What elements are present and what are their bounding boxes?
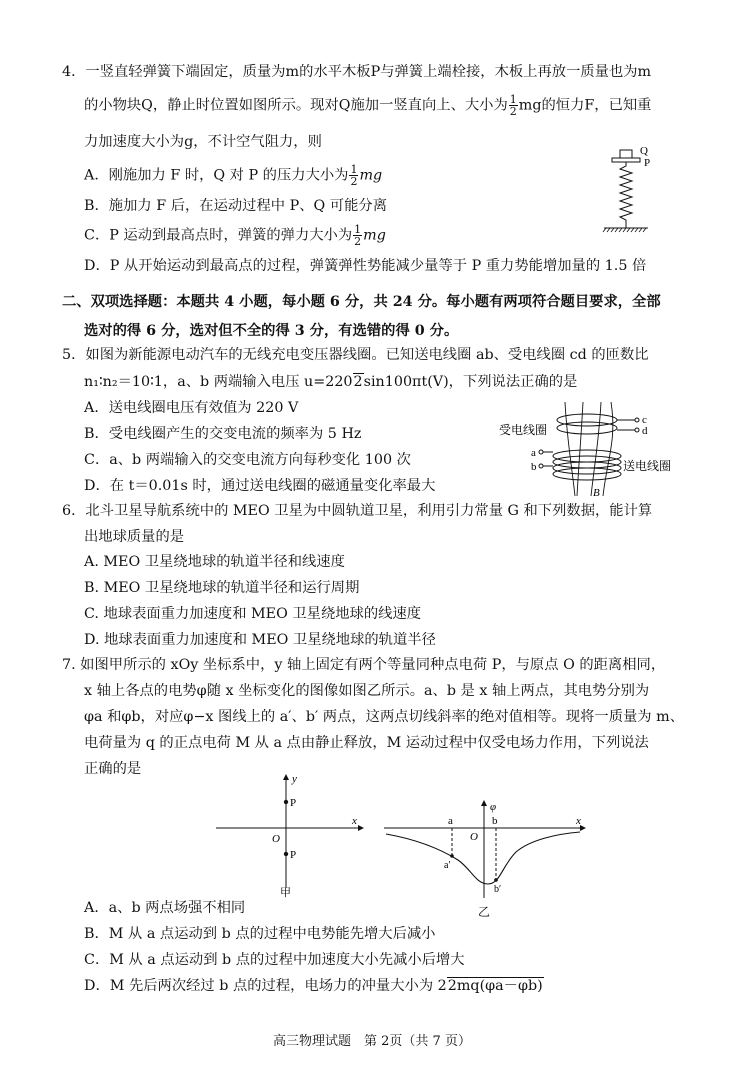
q4-line2a: 的小物块Q，静止时位置如图所示。现对Q施加一竖直向上、大小为 — [84, 97, 508, 114]
section2-heading-line1: 二、双项选择题：本题共 4 小题，每小题 6 分，共 24 分。每小题有两项符合题目要求，全部 — [62, 294, 661, 310]
label-p-upper: P — [290, 797, 297, 809]
q5-line1: 5．如图为新能源电动汽车的无线充电变压器线圈。已知送电线圈 ab、受电线圈 cd 的匝数比 — [62, 347, 649, 363]
q6-line1: 6．北斗卫星导航系统中的 MEO 卫星为中圆轨道卫星，利用引力常量 G 和下列数据，能计算 — [62, 503, 653, 519]
label-x: x — [576, 815, 581, 827]
q4-optC-text: C．P 运动到最高点时，弹簧的弹力大小为 — [84, 227, 353, 244]
frac-num: 1 — [354, 223, 362, 236]
label-phi: φ — [490, 801, 497, 813]
label-a: a — [531, 447, 536, 459]
label-p-lower: P — [290, 849, 297, 861]
x-arrow — [358, 825, 364, 831]
q6-option-a: A. MEO 卫星绕地球的轨道半径和线速度 — [84, 554, 345, 570]
label-b: b — [492, 815, 498, 827]
q4-line3: 力加速度大小为g，不计空气阻力，则 — [84, 134, 322, 150]
frac-den: 2 — [509, 105, 517, 118]
q7-option-d — [84, 976, 544, 996]
q7-line4: 电荷量为 q 的正点电荷 M 从 a 点由静止释放，M 运动过程中仅受电场力作用，下列说法 — [84, 735, 649, 751]
q4-line1: 4．一竖直轻弹簧下端固定，质量为m的水平木板P与弹簧上端栓接，木板上再放一质量也为m — [62, 64, 652, 80]
label-c: c — [642, 414, 647, 426]
q5-line2b: sin100πt(V)，下列说法正确的是 — [363, 374, 578, 390]
q7-line2: x 轴上各点的电势φ随 x 坐标变化的图像如图乙所示。a、b 是 x 轴上两点，其电势分别为 — [84, 683, 650, 699]
block-q — [620, 150, 632, 158]
frac-num: 1 — [509, 93, 517, 106]
charge-p-upper — [284, 800, 288, 804]
point-b-prime — [494, 878, 498, 882]
q4-option-c — [84, 224, 386, 247]
q5-option-c: C．a、b 两端输入的交变电流方向每秒变化 100 次 — [84, 452, 411, 468]
label-q: Q — [640, 145, 648, 157]
q4-optA-text: A．刚施加力 F 时，Q 对 P 的压力大小为 — [84, 167, 349, 184]
q6-option-d: D. 地球表面重力加速度和 MEO 卫星绕地球的轨道半径 — [84, 632, 436, 648]
frac-num: 1 — [350, 163, 358, 176]
q4-option-d: D．P 从开始运动到最高点的过程，弹簧弹性势能减少量等于 P 重力势能增加量的 1.5 倍 — [84, 258, 647, 274]
caption-yi: 乙 — [478, 905, 491, 919]
q4-fraction — [509, 94, 518, 117]
label-p: P — [644, 157, 651, 169]
frac-den: 2 — [350, 175, 358, 188]
page-footer: 高三物理试题 第 2页（共 7 页） — [273, 1034, 471, 1049]
q6-option-c: C. 地球表面重力加速度和 MEO 卫星绕地球的线速度 — [84, 606, 422, 622]
q7-line5: 正确的是 — [84, 761, 142, 777]
phi-curve — [386, 832, 580, 884]
q5-line2 — [84, 372, 577, 392]
label-B: B — [593, 487, 600, 498]
q4-line2 — [84, 94, 651, 117]
q7-option-a: A．a、b 两点场强不相同 — [84, 900, 246, 916]
board-p — [612, 158, 640, 162]
ground-hatch — [603, 228, 646, 232]
q7-figure-b — [380, 800, 590, 900]
label-o: O — [470, 831, 478, 843]
q4-optA-mg: mg — [359, 167, 383, 184]
spring — [620, 162, 632, 228]
q5-option-a: A．送电线圈电压有效值为 220 V — [84, 400, 299, 416]
q7-option-b: B．M 从 a 点运动到 b 点的过程中电势能先增大后减小 — [84, 926, 436, 942]
label-x: x — [352, 815, 357, 827]
label-b-prime: b′ — [494, 884, 502, 895]
label-receive-coil: 受电线圈 — [499, 423, 548, 437]
q5-line2a: n₁∶n₂＝10∶1，a、b 两端输入电压 u=220 — [84, 374, 353, 390]
q4-optC-mg: mg — [363, 227, 386, 244]
q5-coil-figure — [495, 400, 695, 498]
q7-option-c: C．M 从 a 点运动到 b 点的过程中加速度大小先减小后增大 — [84, 952, 465, 968]
y-arrow — [283, 774, 289, 780]
q5-sqrt: 2 — [353, 374, 363, 390]
q6-line2: 出地球质量的是 — [84, 529, 185, 545]
send-coil — [553, 450, 621, 480]
q7-figure-a — [210, 772, 370, 898]
label-y: y — [292, 773, 297, 785]
label-a-prime: a′ — [444, 860, 451, 871]
label-b: b — [531, 461, 537, 473]
q4-line2b: mg的恒力F，已知重 — [518, 97, 652, 114]
q5-option-b: B．受电线圈产生的交变电流的频率为 5 Hz — [84, 426, 362, 442]
frac-den: 2 — [354, 235, 362, 248]
q7-optD-sqrt: 2mq(φa－φb) — [447, 978, 543, 994]
q4-optA-fraction — [349, 164, 358, 187]
q7-optD-text: D．M 先后两次经过 b 点的过程，电场力的冲量大小为 2 — [84, 978, 447, 994]
point-a-prime — [450, 854, 454, 858]
q5-option-d: D．在 t＝0.01s 时，通过送电线圈的磁通量变化率最大 — [84, 478, 436, 494]
section2-heading-line2: 选对的得 6 分，选对但不全的得 3 分，有选错的得 0 分。 — [84, 323, 459, 339]
q4-option-b: B．施加力 F 后，在运动过程中 P、Q 可能分离 — [84, 198, 387, 214]
q7-line3: φa 和φb，对应φ−x 图线上的 a′、b′ 两点，这两点切线斜率的绝对值相等。现将一质量为 m、 — [84, 709, 684, 725]
q4-optC-fraction — [353, 224, 362, 247]
caption-jia: 甲 — [280, 887, 291, 898]
q4-option-a — [84, 164, 382, 187]
label-a: a — [448, 815, 453, 827]
charge-p-lower — [284, 852, 288, 856]
label-send-coil: 送电线圈 — [623, 459, 672, 473]
q6-option-b: B. MEO 卫星绕地球的轨道半径和运行周期 — [84, 580, 360, 596]
label-o: O — [272, 833, 280, 845]
field-lines — [565, 402, 613, 496]
q7-line1: 7. 如图甲所示的 xOy 坐标系中，y 轴上固定有两个等量同种点电荷 P，与原点 O 的距离相同， — [62, 657, 666, 673]
x-arrow — [580, 825, 586, 831]
label-d: d — [642, 425, 648, 437]
q4-spring-figure — [600, 140, 680, 240]
phi-arrow — [481, 800, 487, 806]
